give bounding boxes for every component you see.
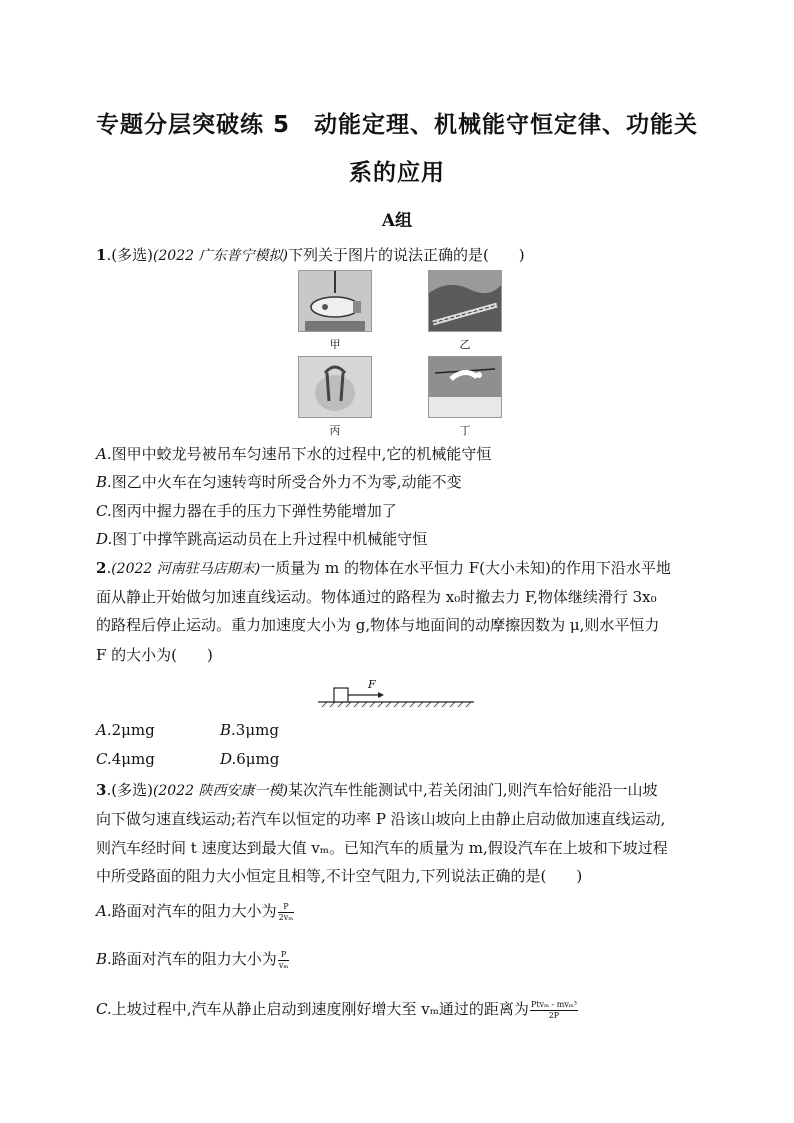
q3-stem-line3: 则汽车经时间 t 速度达到最大值 vₘ。已知汽车的质量为 m,假设汽车在上坡和下坡过程 [96, 839, 668, 857]
submersible-illustration [299, 271, 371, 331]
q1-option-d: D.图丁中撑竿跳高运动员在上升过程中机械能守恒 [96, 530, 428, 548]
q3-tag: (多选) [111, 781, 153, 799]
q1-caption-yi: 乙 [459, 338, 471, 351]
q2-option-c: C.4μmg [96, 750, 155, 768]
q1-image-bing [298, 356, 372, 418]
q3-number: 3 [96, 781, 107, 799]
train-illustration [429, 271, 501, 331]
q3-source: (2022 陕西安康一模) [152, 783, 288, 799]
q3-stem-line1: 3.(多选)(2022 陕西安康一模)某次汽车性能测试中,若关闭油门,则汽车恰好能沿一山坡 [96, 781, 658, 799]
q2-option-a: A.2μmg [96, 721, 155, 739]
q2-option-d: D.6μmg [220, 750, 280, 768]
q2-stem-line2: 面从静止开始做匀加速直线运动。物体通过的路程为 x₀时撤去力 F,物体继续滑行 3x₀ [96, 588, 657, 606]
q1-tag: (多选) [111, 246, 153, 264]
group-label: A组 [381, 211, 413, 231]
q2-number: 2 [96, 559, 107, 577]
q1-image-ding [428, 356, 502, 418]
page-title-line1: 专题分层突破练 5 动能定理、机械能守恒定律、功能关 [95, 112, 698, 138]
q2-option-b: B.3μmg [220, 721, 279, 739]
q1-option-c: C.图丙中握力器在手的压力下弹性势能增加了 [96, 502, 397, 520]
page-title-line2: 系的应用 [349, 160, 445, 186]
q3-option-a-fraction: $\frac{P}{\text{2vₘ}}$ [278, 901, 294, 922]
q3-stem-line2: 向下做匀速直线运动;若汽车以恒定的功率 P 沿该山坡向上由静止启动做加速直线运动, [96, 810, 666, 828]
q1-image-jia [298, 270, 372, 332]
q1-option-b: B.图乙中火车在匀速转弯时所受合外力不为零,动能不变 [96, 473, 462, 491]
q1-stem-text: 下列关于图片的说法正确的是( ) [287, 246, 525, 264]
q2-stem-line1: 2.(2022 河南驻马店期末)一质量为 m 的物体在水平恒力 F(大小未知)的作用下沿水平地 [96, 559, 671, 577]
q3-option-c: C.上坡过程中,汽车从静止启动到速度刚好增大至 vₘ通过的距离为 $\frac{\text{Ptvₘ - mvₘ³}}{2P}$ [96, 999, 577, 1020]
q2-figure [316, 676, 476, 708]
q1-number: 1 [96, 246, 107, 264]
q1-option-a: A.图甲中蛟龙号被吊车匀速吊下水的过程中,它的机械能守恒 [96, 445, 492, 463]
pole-vault-illustration [429, 357, 501, 417]
q1-image-yi [428, 270, 502, 332]
q3-option-c-fraction: $\frac{\text{Ptvₘ - mvₘ³}}{2P}$ [530, 999, 577, 1020]
q2-stem-line3: 的路程后停止运动。重力加速度大小为 g,物体与地面间的动摩擦因数为 μ,则水平恒力 [96, 616, 660, 634]
q2-stem-line4: F 的大小为( ) [96, 646, 213, 664]
force-label: F [368, 678, 376, 691]
q1-source: (2022 广东普宁模拟) [152, 248, 288, 264]
hand-grip-illustration [299, 357, 371, 417]
q1-caption-ding: 丁 [459, 424, 471, 437]
q1-stem: 1.(多选)(2022 广东普宁模拟)下列关于图片的说法正确的是( ) [96, 246, 525, 264]
q2-source: (2022 河南驻马店期末) [111, 561, 261, 577]
block-force-diagram [316, 676, 476, 708]
q3-stem-line4: 中所受路面的阻力大小恒定且相等,不计空气阻力,下列说法正确的是( ) [96, 867, 583, 885]
q1-caption-jia: 甲 [329, 338, 341, 351]
q3-option-a: A.路面对汽车的阻力大小为 $\frac{P}{\text{2vₘ}}$ [96, 901, 294, 922]
q3-option-b-fraction: $\frac{P}{\text{vₘ}}$ [278, 949, 289, 970]
q3-option-b: B.路面对汽车的阻力大小为 $\frac{P}{\text{vₘ}}$ [96, 949, 289, 970]
q1-caption-bing: 丙 [329, 424, 341, 437]
